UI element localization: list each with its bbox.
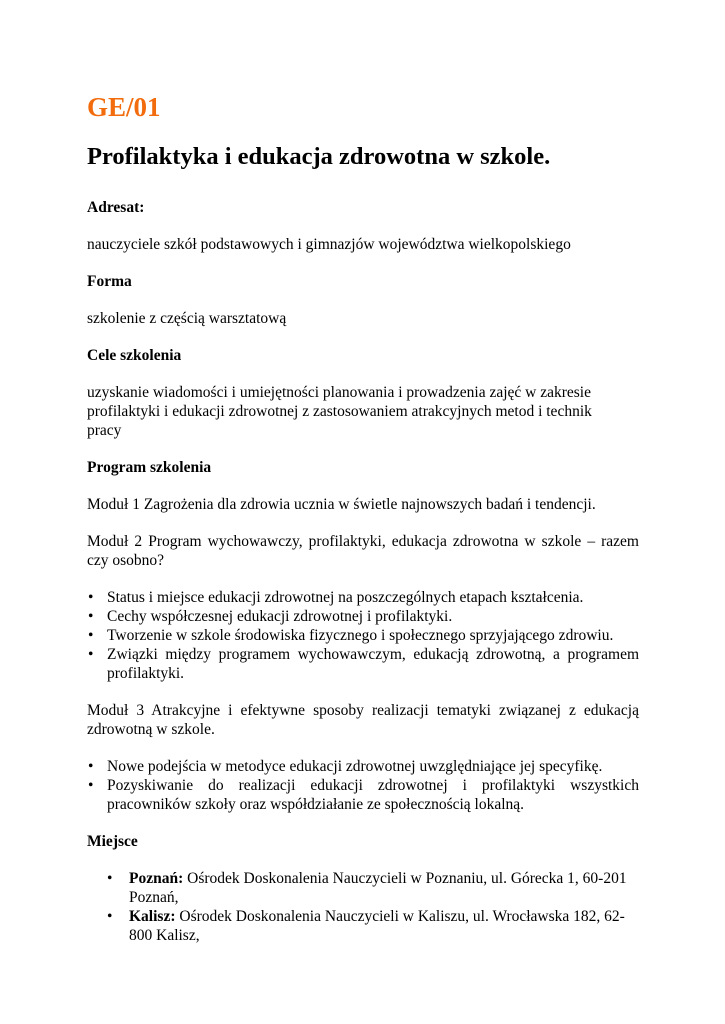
forma-label: Forma: [87, 273, 132, 290]
list-item: • Nowe podejścia w metodyce edukacji zdrowotnej uwzględniające jej specyfikę.: [107, 757, 639, 776]
modul3-list: [87, 757, 639, 814]
list-item: • Związki między programem wychowawczym, edukacją zdrowotną, a programem profilaktyki.: [107, 645, 639, 683]
program-label: Program szkolenia: [87, 459, 212, 476]
place-item-kalisz: [129, 907, 639, 945]
place-city: Poznań:: [129, 870, 184, 887]
place-city: Kalisz:: [129, 908, 176, 925]
cele-label: Cele szkolenia: [87, 347, 182, 364]
modul3-text: Moduł 3 Atrakcyjne i efektywne sposoby realizacji tematyki związanej z edukacją zdrowotną w szkole.: [87, 702, 639, 738]
place-item-poznan: [129, 869, 639, 907]
modul2-list: [87, 588, 639, 683]
place-address: Ośrodek Doskonalenia Nauczycieli w Kaliszu, ul. Wrocławska 182, 62-800 Kalisz,: [129, 908, 625, 944]
miejsce-label: Miejsce: [87, 833, 138, 850]
course-title: Profilaktyka i edukacja zdrowotna w szkole.: [87, 143, 551, 170]
adresat-label: Adresat:: [87, 199, 145, 216]
list-item: • Pozyskiwanie do realizacji edukacji zdrowotnej i profilaktyki wszystkich pracowników szkoły oraz współdziałanie ze społecznością lokalną.: [107, 776, 639, 814]
forma-text: szkolenie z częścią warsztatową: [87, 310, 287, 327]
cele-text: uzyskanie wiadomości i umiejętności planowania i prowadzenia zajęć w zakresie profilaktyki i edukacji zdrowotnej z zastosowaniem atrakcyjnych metod i technik pracy: [87, 384, 592, 439]
list-item: • Status i miejsce edukacji zdrowotnej na poszczególnych etapach kształcenia.: [107, 588, 639, 607]
places-list: [87, 869, 639, 945]
place-address: Ośrodek Doskonalenia Nauczycieli w Poznaniu, ul. Górecka 1, 60-201 Poznań,: [129, 870, 627, 906]
adresat-text: nauczyciele szkół podstawowych i gimnazjów województwa wielkopolskiego: [87, 236, 571, 253]
list-item: • Cechy współczesnej edukacji zdrowotnej i profilaktyki.: [107, 607, 639, 626]
list-item: • Tworzenie w szkole środowiska fizycznego i społecznego sprzyjającego zdrowiu.: [107, 626, 639, 645]
modul2-text: Moduł 2 Program wychowawczy, profilaktyki, edukacja zdrowotna w szkole – razem czy osobno?: [87, 533, 639, 569]
course-code: GE/01: [87, 92, 161, 122]
modul1-text: Moduł 1 Zagrożenia dla zdrowia ucznia w świetle najnowszych badań i tendencji.: [87, 496, 596, 513]
